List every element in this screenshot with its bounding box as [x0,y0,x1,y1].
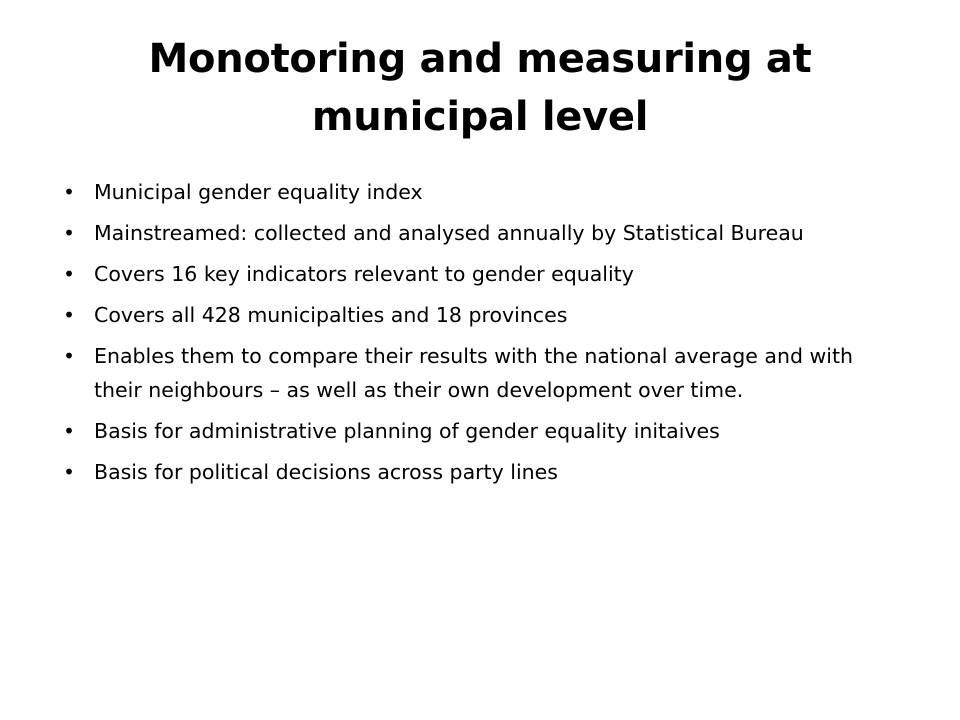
bullet-dot-icon: • [63,221,75,245]
bullet-text: Enables them to compare their results with the national average and with their neighbours – as well as their own development over time. [94,344,853,402]
bullet-item [62,298,902,332]
bullet-text: Municipal gender equality index [94,180,423,204]
bullet-text: Basis for administrative planning of gender equality initaives [94,419,720,443]
bullet-item [62,455,902,489]
slide-title [60,30,900,146]
bullet-item [62,414,902,448]
bullet-dot-icon: • [63,344,75,368]
bullet-text: Covers all 428 municipalties and 18 provinces [94,303,568,327]
bullet-item [62,175,902,209]
bullet-text: Basis for political decisions across party lines [94,460,558,484]
bullet-item [62,257,902,291]
bullet-dot-icon: • [63,262,75,286]
bullet-text: Covers 16 key indicators relevant to gender equality [94,262,634,286]
bullet-dot-icon: • [63,180,75,204]
bullet-dot-icon: • [63,419,75,443]
slide-title-line-1: Monotoring and measuring at [148,36,812,82]
bullet-dot-icon: • [63,460,75,484]
bullet-item [62,339,902,407]
slide-title-line-2: municipal level [311,94,649,140]
bullet-text: Mainstreamed: collected and analysed annually by Statistical Bureau [94,221,804,245]
bullet-dot-icon: • [63,303,75,327]
bullet-item [62,216,902,250]
bullet-list [62,175,902,496]
